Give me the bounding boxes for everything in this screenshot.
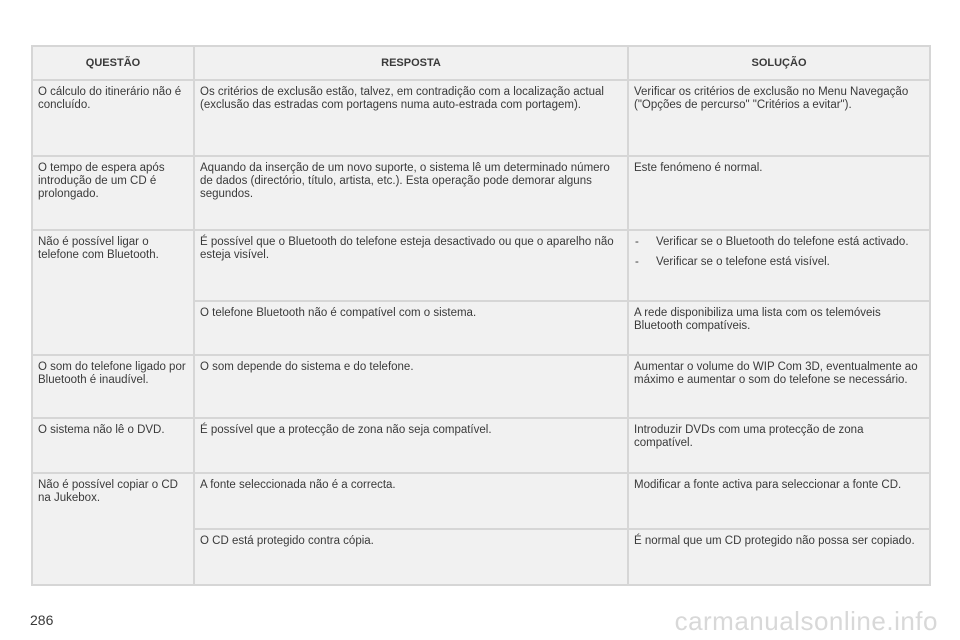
question-cell: Não é possível ligar o telefone com Bluetooth. (32, 230, 194, 355)
table-row (32, 355, 930, 418)
question-cell: O cálculo do itinerário não é concluído. (32, 80, 194, 156)
solution-bullet: - Verificar se o Bluetooth do telefone está activado. (634, 236, 924, 249)
answer-cell: Aquando da inserção de um novo suporte, o sistema lê um determinado número de dados (directório, título, artista, etc.). Esta operação pode demorar alguns segundos. (194, 156, 628, 230)
solution-cell: Aumentar o volume do WIP Com 3D, eventualmente ao máximo e aumentar o som do telefone se necessário. (628, 355, 930, 418)
page-number: 286 (30, 612, 54, 628)
solution-bullet-list (634, 236, 924, 269)
solution-cell (628, 230, 930, 301)
solution-cell: Modificar a fonte activa para seleccionar a fonte CD. (628, 473, 930, 529)
header-answer: RESPOSTA (194, 46, 628, 80)
answer-cell: É possível que a protecção de zona não seja compatível. (194, 418, 628, 473)
answer-cell: O CD está protegido contra cópia. (194, 529, 628, 585)
question-cell: O sistema não lê o DVD. (32, 418, 194, 473)
table-row (32, 156, 930, 230)
table-row (32, 230, 930, 301)
solution-cell: Introduzir DVDs com uma protecção de zona compatível. (628, 418, 930, 473)
solution-bullet: - Verificar se o telefone está visível. (634, 256, 924, 269)
answer-cell: O telefone Bluetooth não é compatível com o sistema. (194, 301, 628, 355)
answer-cell: Os critérios de exclusão estão, talvez, em contradição com a localização actual (exclusão das estradas com portagens numa auto-estrada com portagem). (194, 80, 628, 156)
solution-cell: É normal que um CD protegido não possa ser copiado. (628, 529, 930, 585)
question-cell: Não é possível copiar o CD na Jukebox. (32, 473, 194, 585)
table-row (32, 473, 930, 529)
solution-cell: Verificar os critérios de exclusão no Menu Navegação ("Opções de percurso" "Critérios a evitar"). (628, 80, 930, 156)
answer-cell: A fonte seleccionada não é a correcta. (194, 473, 628, 529)
question-cell: O tempo de espera após introdução de um CD é prolongado. (32, 156, 194, 230)
header-solution: SOLUÇÃO (628, 46, 930, 80)
table-row (32, 418, 930, 473)
table-header-row (32, 46, 930, 80)
table-row (32, 80, 930, 156)
solution-cell: Este fenómeno é normal. (628, 156, 930, 230)
answer-cell: O som depende do sistema e do telefone. (194, 355, 628, 418)
question-cell: O som do telefone ligado por Bluetooth é inaudível. (32, 355, 194, 418)
header-question: QUESTÃO (32, 46, 194, 80)
troubleshooting-table (31, 45, 931, 586)
solution-cell: A rede disponibiliza uma lista com os telemóveis Bluetooth compatíveis. (628, 301, 930, 355)
answer-cell: É possível que o Bluetooth do telefone esteja desactivado ou que o aparelho não esteja visível. (194, 230, 628, 301)
watermark-text: carmanualsonline.info (674, 606, 938, 636)
